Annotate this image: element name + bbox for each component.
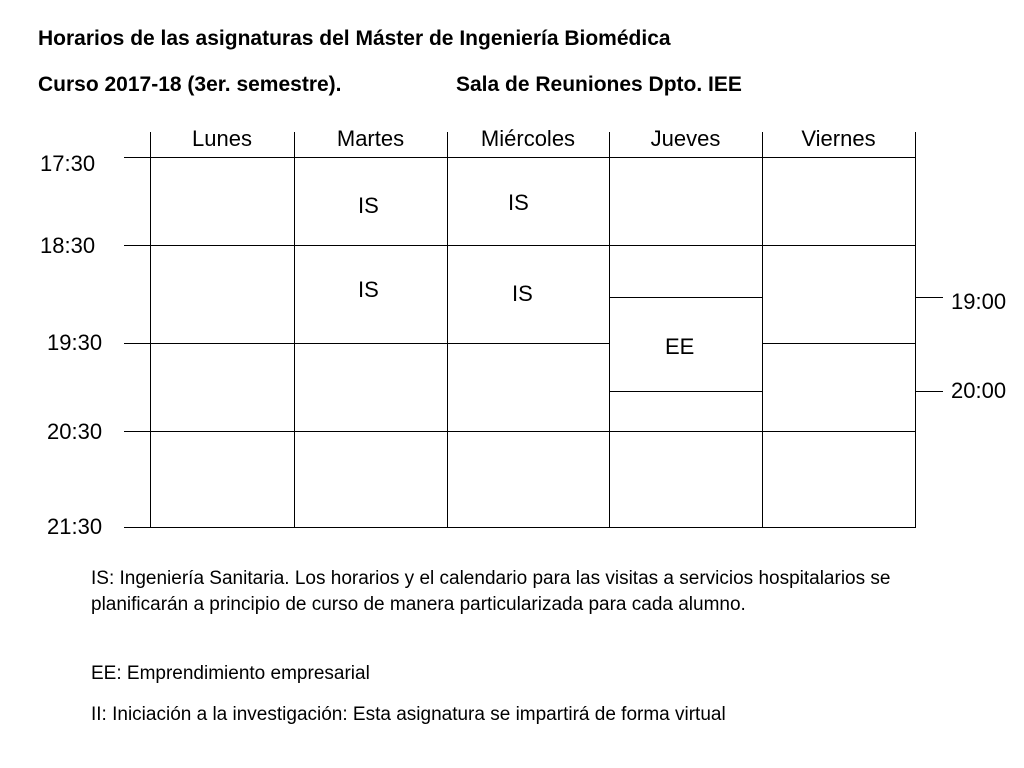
note-ii: II: Iniciación a la investigación: Esta asignatura se impartirá de forma virtual [91, 704, 726, 725]
grid-hline-1930-right [762, 343, 915, 344]
session-jueves-1900: EE [665, 334, 695, 359]
time-label-1930: 19:30 [47, 330, 103, 355]
day-header-martes: Martes [336, 126, 405, 151]
session-martes-1730: IS [358, 193, 379, 218]
room-label: Sala de Reuniones Dpto. IEE [456, 73, 742, 96]
session-miercoles-1730: IS [508, 190, 529, 215]
grid-vline [762, 132, 763, 528]
time-label-2030: 20:30 [47, 419, 103, 444]
time-label-1900: 19:00 [951, 289, 1007, 314]
day-header-miercoles: Miércoles [480, 126, 576, 151]
course-subtitle: Curso 2017-18 (3er. semestre). [38, 73, 342, 96]
grid-hline-1830 [124, 245, 915, 246]
session-miercoles-1830: IS [512, 281, 533, 306]
grid-hline-2000 [609, 391, 762, 392]
grid-vline [447, 132, 448, 528]
grid-vline [609, 132, 610, 528]
session-martes-1830: IS [358, 277, 379, 302]
note-ee: EE: Emprendimiento empresarial [91, 663, 370, 684]
time-label-1730: 17:30 [40, 151, 96, 176]
page-title: Horarios de las asignaturas del Máster de Ingeniería Biomédica [38, 27, 671, 50]
grid-hline-1730 [124, 157, 915, 158]
grid-hline-1900 [609, 297, 762, 298]
tick-1900 [915, 297, 943, 298]
grid-vline [150, 132, 151, 528]
grid-hline-1930-left [124, 343, 609, 344]
grid-vline [915, 132, 916, 528]
grid-vline [294, 132, 295, 528]
time-label-2130: 21:30 [47, 514, 103, 539]
grid-hline-2030 [124, 431, 915, 432]
time-label-1830: 18:30 [40, 233, 96, 258]
note-is: IS: Ingeniería Sanitaria. Los horarios y el calendario para las visitas a servicios hospitalarios se planificarán a principio de curso de manera particularizada para cada alumno. [91, 568, 891, 615]
grid-hline-2130 [124, 527, 916, 528]
tick-2000 [915, 391, 943, 392]
day-header-jueves: Jueves [650, 126, 721, 151]
day-header-viernes: Viernes [801, 126, 876, 151]
day-header-lunes: Lunes [192, 126, 252, 151]
time-label-2000: 20:00 [951, 378, 1007, 403]
